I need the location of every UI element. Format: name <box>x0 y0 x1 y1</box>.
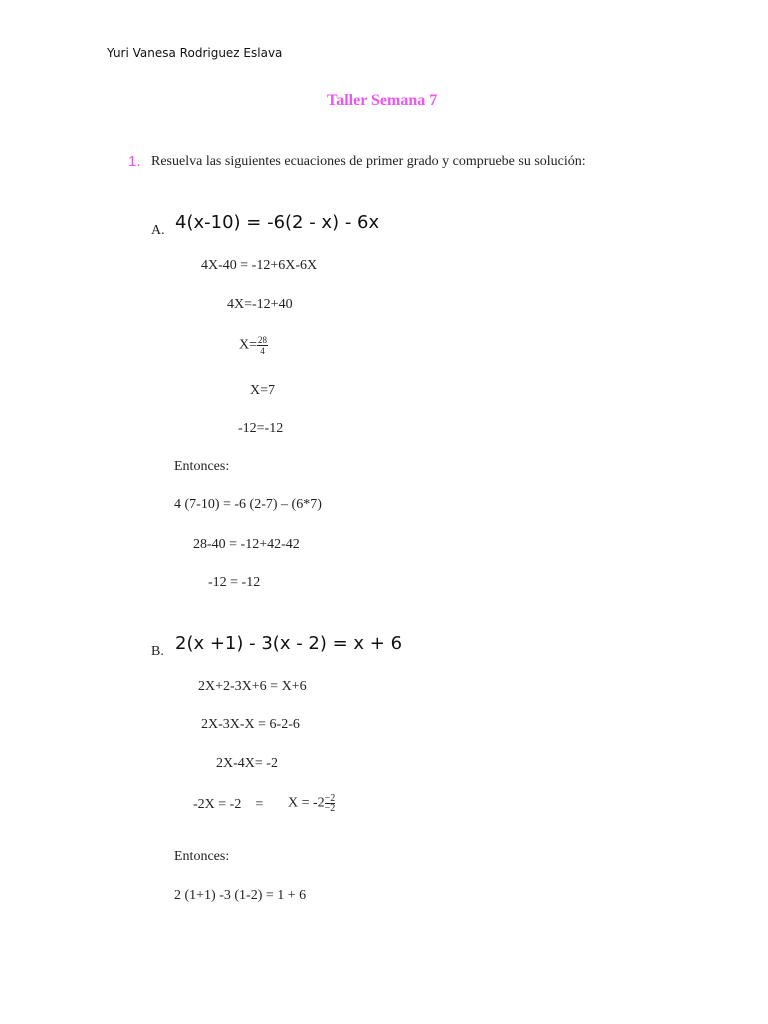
part-b-step-2: 2X-3X-X = 6-2-6 <box>201 717 300 732</box>
fraction <box>325 794 336 813</box>
part-a-step-2: 4X=-12+40 <box>227 297 293 312</box>
question-number: 1. <box>128 153 141 170</box>
part-b-step-4-right <box>288 794 335 813</box>
fraction-numerator: −2 <box>324 793 336 804</box>
part-a-step-5: -12=-12 <box>238 421 284 436</box>
part-a-step-3 <box>239 335 268 356</box>
part-a-step-3-prefix: X= <box>239 337 258 353</box>
part-a-equation: 4(x-10) = -6(2 - x) - 6x <box>175 212 380 233</box>
part-a-check-1: 4 (7-10) = -6 (2-7) – (6*7) <box>174 497 322 512</box>
part-a-step-1: 4X-40 = -12+6X-6X <box>201 258 318 273</box>
part-b-step-4-right-text: X = -2 <box>288 795 325 811</box>
fraction-denominator: −2 <box>324 803 336 814</box>
part-b-step-4-left: -2X = -2 = <box>193 797 264 812</box>
page-title: Taller Semana 7 <box>327 92 438 109</box>
part-b-check-1: 2 (1+1) -3 (1-2) = 1 + 6 <box>174 888 307 903</box>
part-a-label: A. <box>151 223 165 238</box>
part-b-equation: 2(x +1) - 3(x - 2) = x + 6 <box>175 633 403 654</box>
part-a-then-label: Entonces: <box>174 459 230 474</box>
fraction-numerator: 28 <box>258 335 268 345</box>
fraction <box>257 335 268 356</box>
part-b-label: B. <box>151 644 164 659</box>
part-b-step-3: 2X-4X= -2 <box>216 756 278 771</box>
part-b-step-1: 2X+2-3X+6 = X+6 <box>198 679 307 694</box>
question-text: Resuelva las siguientes ecuaciones de primer grado y compruebe su solución: <box>151 154 586 169</box>
part-b-then-label: Entonces: <box>174 849 230 864</box>
part-a-check-3: -12 = -12 <box>208 575 261 590</box>
part-a-step-4: X=7 <box>250 383 276 398</box>
author-name: Yuri Vanesa Rodriguez Eslava <box>107 46 283 60</box>
fraction-denominator: 4 <box>260 346 265 356</box>
part-a-check-2: 28-40 = -12+42-42 <box>193 537 300 552</box>
